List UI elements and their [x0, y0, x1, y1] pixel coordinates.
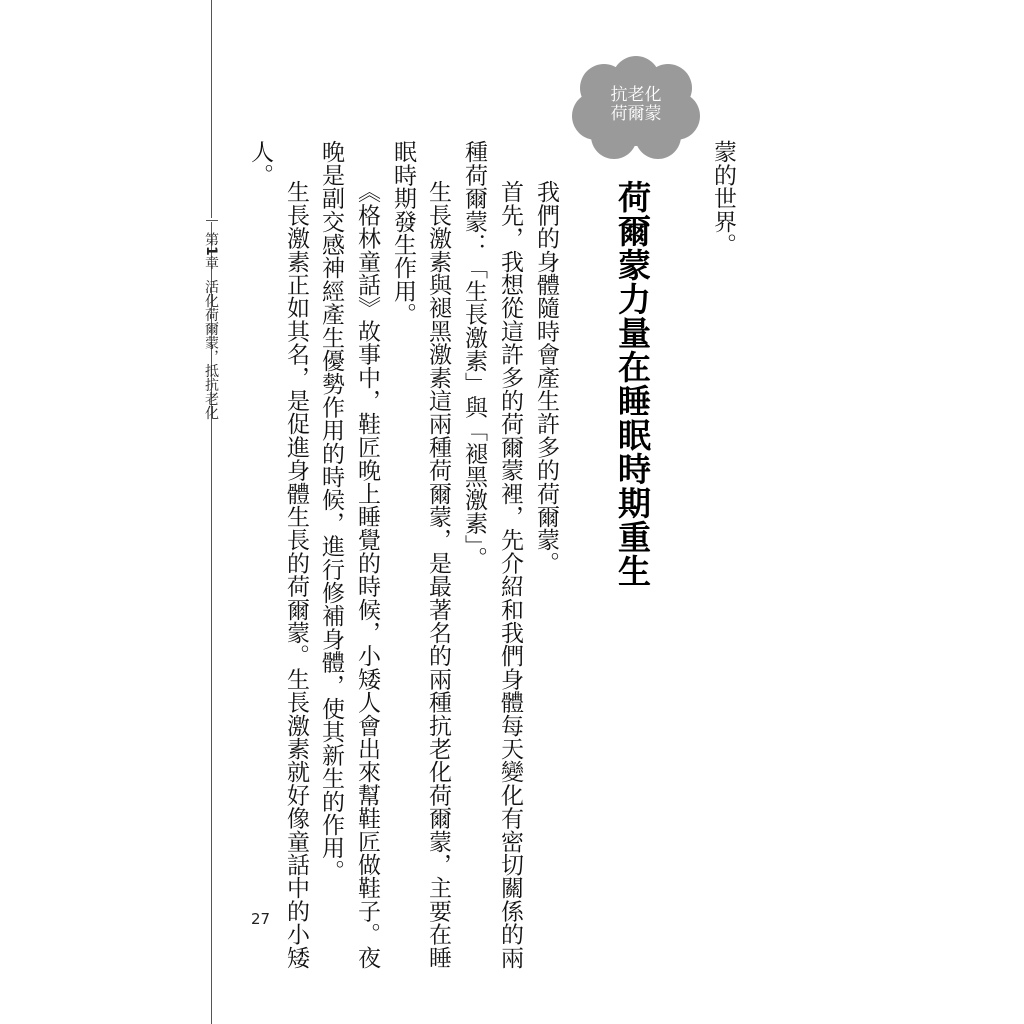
running-head — [199, 232, 223, 420]
text-column: 種荷爾蒙：「生長激素」與「褪黑激素」。 — [461, 140, 487, 570]
margin-rule-tick — [206, 220, 218, 221]
text-column: 我們的身體隨時會產生許多的荷爾蒙。 — [533, 180, 559, 575]
section-title: 荷爾蒙力量在睡眠時期重生 — [613, 180, 652, 588]
text-column: 生長激素正如其名，是促進身體生長的荷爾蒙。生長激素就好像童話中的小矮 — [283, 180, 309, 969]
margin-rule-top — [211, 0, 212, 218]
cloud-badge — [570, 56, 702, 160]
badge-line-2: 荷爾蒙 — [610, 104, 662, 124]
chapter-suffix: 章 — [203, 255, 219, 270]
text-column: 生長激素與褪黑激素這兩種荷爾蒙，是最著名的兩種抗老化荷爾蒙，主要在睡 — [425, 180, 451, 969]
text-column: 首先，我想從這許多的荷爾蒙裡，先介紹和我們身體每天變化有密切關係的兩 — [497, 180, 523, 969]
text-column: 人。 — [247, 140, 273, 187]
chapter-number: 1 — [203, 246, 219, 256]
badge-label — [570, 86, 702, 124]
page-number: 27 — [251, 910, 271, 928]
text-column: 眠時期發生作用。 — [390, 140, 416, 326]
text-column: 晚是副交感神經產生優勢作用的時候，進行修補身體，使其新生的作用。 — [318, 140, 344, 883]
text-column: 《格林童話》故事中，鞋匠晚上睡覺的時候，小矮人會出來幫鞋匠做鞋子。夜 — [354, 180, 380, 969]
chapter-title: 活化荷爾蒙，抵抗老化 — [203, 279, 219, 420]
badge-line-1: 抗老化 — [610, 85, 662, 105]
text-column: 蒙的世界。 — [710, 140, 736, 256]
chapter-prefix: 第 — [203, 232, 219, 246]
